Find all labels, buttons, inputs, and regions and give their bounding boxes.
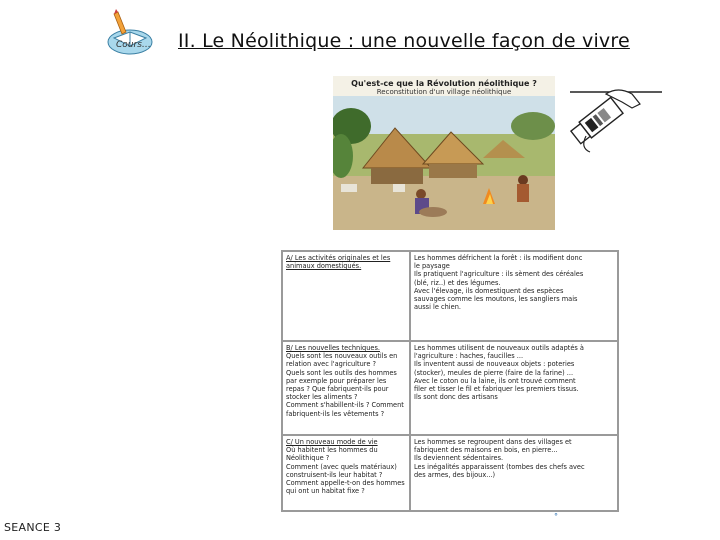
neolithic-village-illustration (333, 76, 555, 230)
cours-label: Cours… (116, 40, 151, 50)
question-line: qui ont un habitat fixe ? (286, 487, 365, 496)
answer-line: Les hommes défrichent la forêt : ils modifient donc (414, 254, 583, 262)
answer-line: Les inégalités apparaissent (tombes des chefs avec (414, 462, 585, 471)
answer-line: Avec le coton ou la laine, ils ont trouvé comment (414, 376, 576, 385)
answer-line: Les hommes utilisent de nouveaux outils adaptés à (414, 344, 584, 352)
answer-line: des armes, des bijoux...) (414, 470, 496, 479)
cours-notebook-icon (100, 8, 160, 60)
answer-line: (stocker), meules de pierre (faire de la farine) ... (414, 368, 574, 377)
answer-cell (410, 435, 618, 511)
answer-line: Ils inventent aussi de nouveaux objets : poteries (414, 360, 575, 369)
answer-line: sauvages comme les moutons, les sangliers mais (414, 295, 578, 304)
question-line: Quels sont les nouveaux outils en (286, 352, 398, 361)
answer-cell (410, 341, 618, 435)
question-line: Comment (avec quels matériaux) (286, 462, 397, 471)
glue-stick-icon (566, 84, 664, 158)
illustration-title: Qu'est-ce que la Révolution néolithique ? (351, 79, 537, 88)
answer-line: aussi le chien. (414, 303, 461, 312)
answer-line: Avec l'élevage, ils domestiquent des espèces (414, 286, 564, 295)
question-cell (282, 341, 410, 435)
answer-line: Ils sont donc des artisans (414, 393, 498, 402)
answer-line: Les hommes se regroupent dans des villages et (414, 438, 572, 446)
question-line: Où habitent les hommes du (286, 446, 378, 455)
question-cell (282, 435, 410, 511)
illustration-caption (333, 79, 555, 96)
question-line: relation avec l'agriculture ? (286, 360, 376, 369)
question-cell (282, 251, 410, 341)
session-label: SEANCE 3 (4, 521, 62, 534)
answer-cell (410, 251, 618, 341)
answer-line: Ils deviennent sédentaires. (414, 454, 504, 463)
answer-line: (blé, riz..) et des légumes. (414, 278, 501, 287)
question-line: Quels sont les outils des hommes (286, 368, 397, 377)
answer-line: filer et tisser le fil et fabriquer les premiers tissus. (414, 385, 579, 394)
question-line: construisent-ils leur habitat ? (286, 470, 383, 479)
question-line: repas ? Que fabriquent-ils pour (286, 385, 389, 394)
table-row (282, 251, 618, 341)
table-row (282, 435, 618, 511)
question-line: par exemple pour préparer les (286, 376, 387, 385)
question-heading: A/ Les activités originales et les animaux domestiqués. (286, 254, 391, 271)
answer-line: Ils pratiquent l'agriculture : ils sèment des céréales (414, 270, 584, 279)
question-line: Néolithique ? (286, 454, 330, 463)
page-title: II. Le Néolithique : une nouvelle façon de vivre (178, 30, 630, 52)
answer-line: fabriquent des maisons en bois, en pierre... (414, 446, 558, 455)
lesson-table (281, 250, 619, 512)
answer-line: le paysage (414, 262, 450, 271)
question-line: Comment appelle-t-on des hommes (286, 479, 405, 488)
illustration-subtitle: Reconstitution d'un village néolithique (376, 88, 512, 96)
question-heading: C/ Un nouveau mode de vie (286, 438, 378, 446)
question-line: Comment s'habillent-ils ? Comment (286, 401, 404, 410)
table-row (282, 341, 618, 435)
page-marker: ° (554, 512, 558, 521)
question-line: fabriquent-ils les vêtements ? (286, 409, 385, 418)
answer-line: l'agriculture : haches, faucilles ... (414, 352, 524, 361)
question-heading: B/ Les nouvelles techniques. (286, 344, 380, 352)
question-line: stocker les aliments ? (286, 393, 358, 402)
